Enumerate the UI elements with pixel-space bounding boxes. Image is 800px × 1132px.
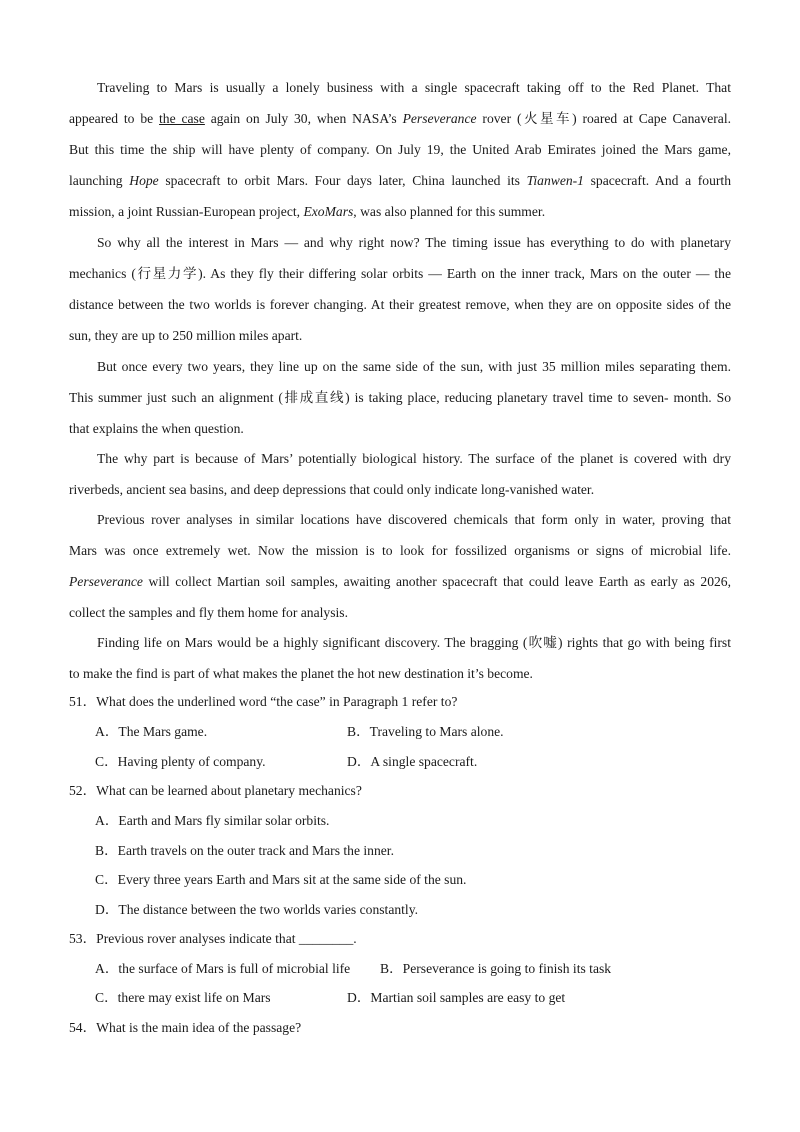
q51-option-d[interactable]: D．A single spacecraft. bbox=[347, 754, 478, 769]
question-54: 54．What is the main idea of the passage? bbox=[69, 1020, 302, 1035]
q53-option-b[interactable]: B．Perseverance is going to finish its task bbox=[380, 961, 612, 976]
p1-line-1: Traveling to Mars is usually a lonely business with a single spacecraft taking off to the Red Planet. That bbox=[97, 80, 731, 95]
question-53: 53．Previous rover analyses indicate that ________. bbox=[69, 931, 357, 946]
p5-line-1: Previous rover analyses in similar locations have discovered chemicals that form only in water, proving that bbox=[97, 512, 731, 527]
p3-line-2: This summer just such an alignment (排成直线) is taking place, reducing planetary travel time to seven- month. So bbox=[69, 390, 731, 405]
p5-line-2: Mars was once extremely wet. Now the mission is to look for fossilized organisms or signs of microbial life. bbox=[69, 543, 731, 558]
q51-option-b[interactable]: B．Traveling to Mars alone. bbox=[347, 724, 504, 739]
q51-option-a[interactable]: A．The Mars game. bbox=[95, 724, 208, 739]
p2-line-3: distance between the two worlds is forever changing. At their greatest remove, when they are on opposite sides of the bbox=[69, 297, 731, 312]
p1-line-3: But this time the ship will have plenty of company. On July 19, the United Arab Emirates joined the Mars game, bbox=[69, 142, 731, 157]
question-51: 51．What does the underlined word “the case” in Paragraph 1 refer to? bbox=[69, 694, 458, 709]
q52-option-c[interactable]: C．Every three years Earth and Mars sit at the same side of the sun. bbox=[95, 872, 467, 887]
paragraph-5 bbox=[69, 504, 731, 628]
q52-option-d[interactable]: D．The distance between the two worlds varies constantly. bbox=[95, 902, 419, 917]
p3-line-1: But once every two years, they line up on the same side of the sun, with just 35 million miles separating them. bbox=[97, 359, 731, 374]
paragraph-6 bbox=[69, 627, 731, 689]
q52-option-b[interactable]: B．Earth travels on the outer track and Mars the inner. bbox=[95, 843, 394, 858]
p6-line-1: Finding life on Mars would be a highly significant discovery. The bragging (吹嘘) rights that go with being first bbox=[97, 635, 731, 650]
question-52: 52．What can be learned about planetary mechanics? bbox=[69, 783, 362, 798]
p2-line-1: So why all the interest in Mars — and why right now? The timing issue has everything to do with planetary bbox=[97, 235, 731, 250]
p5-line-3: Perseverance will collect Martian soil samples, awaiting another spacecraft that could leave Earth as early as 2026, bbox=[69, 574, 731, 589]
p2-line-4: sun, they are up to 250 million miles apart. bbox=[69, 328, 303, 343]
p4-line-2: riverbeds, ancient sea basins, and deep depressions that could only indicate long-vanished water. bbox=[69, 482, 595, 497]
p1-line-5: mission, a joint Russian-European project, ExoMars, was also planned for this summer. bbox=[69, 204, 546, 219]
p1-line-2: appeared to be the case again on July 30, when NASA’s Perseverance rover (火星车) roared at Cape Canaveral. bbox=[69, 111, 731, 126]
paragraph-2 bbox=[69, 227, 731, 351]
p5-line-4: collect the samples and fly them home for analysis. bbox=[69, 605, 348, 620]
p1-line-4: launching Hope spacecraft to orbit Mars. Four days later, China launched its Tianwen-1 spacecraft. And a fourth bbox=[69, 173, 732, 188]
q53-option-c[interactable]: C．there may exist life on Mars bbox=[95, 990, 271, 1005]
paragraph-4 bbox=[69, 443, 731, 505]
p3-line-3: that explains the when question. bbox=[69, 421, 244, 436]
paragraph-3 bbox=[69, 351, 731, 444]
q53-option-d[interactable]: D．Martian soil samples are easy to get bbox=[347, 990, 566, 1005]
underlined-phrase: the case bbox=[159, 111, 205, 126]
p2-line-2: mechanics (行星力学). As they fly their differing solar orbits — Earth on the inner track, Mars on the outer — the bbox=[69, 266, 731, 281]
p4-line-1: The why part is because of Mars’ potentially biological history. The surface of the planet is covered with dry bbox=[97, 451, 731, 466]
q52-option-a[interactable]: A．Earth and Mars fly similar solar orbits. bbox=[95, 813, 330, 828]
q53-option-a[interactable]: A．the surface of Mars is full of microbial life bbox=[95, 961, 351, 976]
q51-option-c[interactable]: C．Having plenty of company. bbox=[95, 754, 266, 769]
paragraph-1 bbox=[69, 72, 731, 227]
p6-line-2: to make the find is part of what makes the planet the hot new destination it’s become. bbox=[69, 666, 533, 681]
